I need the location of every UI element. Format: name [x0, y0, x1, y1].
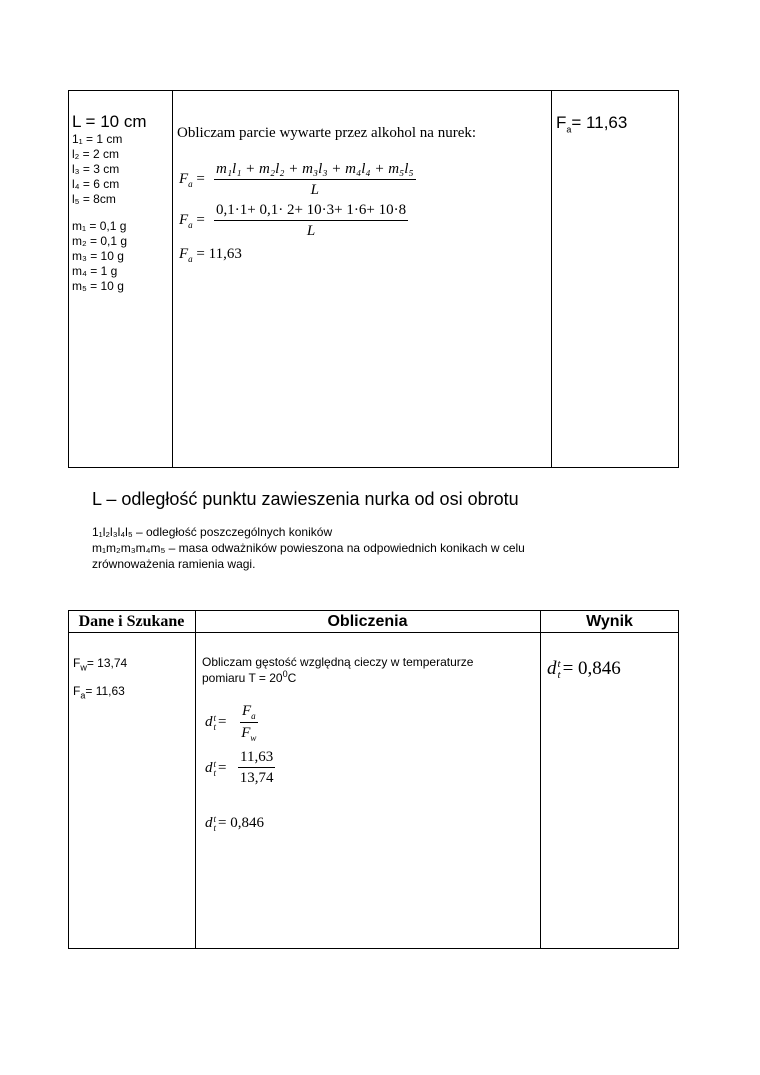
numerator: 11,63: [238, 748, 275, 768]
symbol-F: F: [179, 246, 189, 262]
symbol: F: [556, 113, 567, 132]
symbol-F: F: [179, 171, 189, 187]
notes-line: 1₁l₂l₃l₄l₅ – odległość poszczególnych koników: [92, 525, 333, 539]
calculation-table-1: [68, 90, 679, 468]
symbol: F: [242, 703, 252, 719]
column-divider: [195, 610, 196, 949]
subscript: a: [80, 690, 86, 701]
subscript: a: [188, 220, 193, 230]
equals: =: [196, 212, 205, 228]
numerator: [240, 702, 258, 723]
result-value: 11,63: [208, 246, 242, 262]
column-divider: [172, 90, 173, 468]
value: = 13,74: [86, 656, 128, 670]
ratio-fraction: [240, 702, 258, 743]
superscript: t: [213, 758, 217, 769]
superscript: t: [557, 657, 561, 670]
subscript: t: [213, 721, 217, 732]
column-divider: [551, 90, 552, 468]
superscript: 0: [282, 669, 288, 679]
given-length: l₅ = 8cm: [72, 192, 116, 206]
scripts: [558, 659, 561, 681]
given-mass: m₄ = 1 g: [72, 264, 118, 278]
given-mass: m₁ = 0,1 g: [72, 219, 127, 233]
equation-lhs: [205, 759, 226, 778]
denominator: L: [306, 223, 316, 239]
subscript: w: [80, 662, 87, 673]
equals: =: [196, 171, 205, 187]
notes-line: zrównoważenia ramienia wagi.: [92, 557, 256, 571]
symbol-d: d: [547, 658, 557, 679]
header-divider: [68, 632, 679, 633]
result-density: [547, 658, 621, 681]
subscript: a: [566, 124, 572, 135]
symbol: F: [73, 656, 81, 670]
scripts: [214, 815, 217, 833]
result-value: 0,846: [230, 815, 264, 831]
given-length: l₂ = 2 cm: [72, 147, 120, 161]
notes-line: m₁m₂m₃m₄m₅ – masa odważników powieszona na odpowiednich konikach w celu: [92, 541, 525, 555]
given-mass: m₂ = 0,1 g: [72, 234, 128, 248]
given-L: L = 10 cm: [72, 112, 147, 131]
subscript: t: [213, 767, 217, 778]
denominator: L: [310, 182, 319, 198]
intro-line: [202, 670, 473, 686]
scripts: [214, 714, 217, 732]
scripts: [214, 760, 217, 778]
given-Fa: [73, 684, 125, 700]
denominator: [241, 723, 256, 743]
equals: =: [196, 246, 205, 262]
symbol-d: d: [205, 815, 213, 831]
equation-lhs: [179, 170, 205, 189]
calc-intro: Obliczam parcie wywarte przez alkohol na nurek:: [177, 125, 477, 141]
value: = 11,63: [85, 684, 125, 698]
value: = 11,63: [571, 113, 628, 132]
header-wynik: Wynik: [586, 613, 633, 630]
subscript: a: [251, 711, 256, 721]
header-obliczenia: Obliczenia: [327, 613, 408, 630]
superscript: t: [213, 813, 217, 824]
given-data-column: [72, 112, 147, 294]
result-Fa: [556, 113, 627, 134]
subscript: a: [188, 179, 193, 189]
symbol-d: d: [205, 714, 213, 730]
column-divider: [540, 610, 541, 949]
denominator: 13,74: [239, 770, 274, 786]
result-value: 0,846: [578, 658, 621, 679]
text: C: [287, 671, 297, 685]
formula-fraction: [214, 160, 416, 199]
given-length: 1₁ = 1 cm: [72, 132, 123, 146]
given-length: l₃ = 3 cm: [72, 162, 120, 176]
equation-result: [205, 814, 264, 833]
values-fraction: [238, 748, 275, 787]
intro-line: Obliczam gęstość względną cieczy w temperaturze: [202, 655, 474, 669]
equals: =: [218, 760, 227, 776]
given-mass: m₃ = 10 g: [72, 249, 124, 263]
symbol-d: d: [205, 760, 213, 776]
given-mass: m₅ = 10 g: [72, 279, 124, 293]
equation-result: [179, 245, 242, 264]
subscript: t: [213, 822, 217, 833]
values-fraction: [214, 201, 408, 240]
symbol: F: [241, 725, 251, 741]
numerator: 0,1·1+ 0,1· 2+ 10·3+ 1·6+ 10·8: [214, 201, 408, 221]
symbol-F: F: [179, 212, 189, 228]
superscript: t: [213, 712, 217, 723]
subscript: a: [188, 254, 193, 264]
equals: =: [562, 658, 574, 679]
subscript: t: [557, 668, 561, 681]
given-length: l₄ = 6 cm: [72, 177, 120, 191]
text: pomiaru T = 20: [202, 671, 283, 685]
equation-lhs: [179, 211, 205, 230]
equation-lhs: [205, 713, 226, 732]
header-dane: Dane i Szukane: [78, 613, 185, 630]
equals: =: [218, 815, 227, 831]
notes-heading: L – odległość punktu zawieszenia nurka od osi obrotu: [92, 489, 519, 509]
subscript: w: [250, 733, 257, 743]
numerator: m₁l₁ + m₂l₂ + m₃l₃ + m₄l₄ + m₅l₅: [214, 160, 416, 180]
symbol: F: [73, 684, 81, 698]
calc-intro: [202, 655, 473, 686]
given-Fw: [73, 656, 127, 672]
equals: =: [218, 714, 227, 730]
